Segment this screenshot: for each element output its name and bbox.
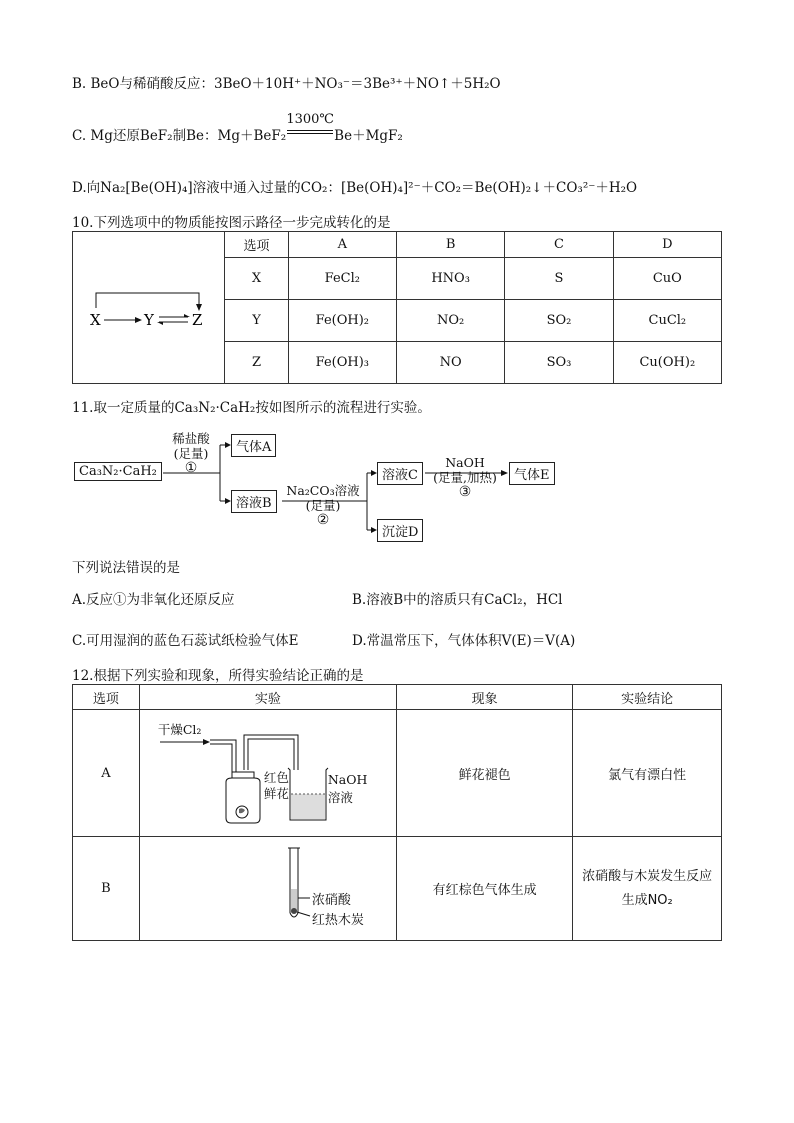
diagram-z: Z: [192, 310, 203, 329]
label-hot-charcoal: 红热木炭: [311, 913, 364, 928]
q10-header-c: C: [505, 232, 613, 258]
reagent-hcl: 稀盐酸: [172, 431, 210, 446]
flow-solution-b-box: 溶液B: [231, 490, 277, 513]
q10-table: [72, 231, 722, 384]
q10-cell: CuO: [613, 258, 721, 300]
q9-condition-text: 1300℃: [286, 112, 334, 127]
q12-row-b-apparatus: [139, 837, 396, 941]
flow-gas-e-box: 气体E: [509, 462, 555, 485]
q9-option-c-lhs: C. Mg还原BeF₂制Be：Mg＋BeF₂: [72, 128, 287, 144]
reagent-naoh-condition: (足量,加热): [433, 470, 497, 485]
q9-option-d: D.向Na₂[Be(OH)₄]溶液中通入过量的CO₂：[Be(OH)₄]²⁻＋CO₂＝Be(OH)₂↓＋CO₃²⁻＋H₂O: [72, 180, 638, 196]
label-naoh: NaOH: [327, 772, 368, 787]
q10-conversion-diagram: [73, 232, 225, 384]
q10-cell: SO₃: [505, 342, 613, 384]
q10-cell: Fe(OH)₂: [288, 300, 396, 342]
q12-row-b-option: B: [73, 837, 140, 941]
reagent-hcl-condition: (足量): [173, 446, 209, 461]
step-1-marker: ①: [184, 460, 198, 476]
q9-option-b: B. BeO与稀硝酸反应：3BeO＋10H⁺＋NO₃⁻＝3Be³⁺＋NO↑＋5H₂O: [72, 76, 501, 92]
label-dry-cl2: 干燥Cl₂: [157, 722, 202, 737]
diagram-y: Y: [144, 310, 154, 329]
q10-cell: NO: [396, 342, 504, 384]
q11-flowchart: [0, 425, 794, 550]
flow-precipitate-d-box: 沉淀D: [377, 519, 423, 542]
q10-row-label: Y: [225, 300, 288, 342]
q10-row-label: Z: [225, 342, 288, 384]
q11-option-c: C.可用湿润的蓝色石蕊试纸检验气体E: [72, 633, 299, 649]
label-flower: 鲜花: [263, 786, 289, 801]
q12-row-a-option: A: [73, 710, 140, 837]
q12-row-a-apparatus: [139, 710, 396, 837]
flow-solution-c-box: 溶液C: [377, 462, 423, 485]
q12-row-b-conclusion: 浓硝酸与木炭发生反应生成NO₂: [573, 837, 722, 941]
q10-header-a: A: [288, 232, 396, 258]
step-2-marker: ②: [316, 512, 330, 528]
q10-cell: SO₂: [505, 300, 613, 342]
xyz-cycle-diagram: [73, 233, 224, 383]
q10-cell: NO₂: [396, 300, 504, 342]
q10-cell: CuCl₂: [613, 300, 721, 342]
flow-reagent-2: [280, 483, 366, 528]
q12-header-option: 选项: [73, 685, 140, 710]
q12-header-conclusion: 实验结论: [573, 685, 722, 710]
q10-cell: Cu(OH)₂: [613, 342, 721, 384]
reagent-na2co3-condition: (足量): [305, 498, 341, 513]
reagent-na2co3: Na₂CO₃溶液: [286, 483, 360, 498]
q12-row-a-conclusion: 氯气有漂白性: [573, 710, 722, 837]
q9-option-c: [72, 112, 403, 144]
q11-ask: 下列说法错误的是: [72, 560, 180, 576]
flow-reagent-1: [166, 431, 216, 476]
flow-reagent-3: [422, 455, 508, 500]
q9-condition-arrow: [286, 112, 334, 140]
q11-stem: 11.取一定质量的Ca₃N₂·CaH₂按如图所示的流程进行实验。: [72, 400, 431, 416]
q12-table: [72, 684, 722, 941]
reagent-naoh: NaOH: [445, 455, 485, 470]
q12-header-experiment: 实验: [139, 685, 396, 710]
q12-row-a-phenomenon: 鲜花褪色: [396, 710, 572, 837]
q10-header-d: D: [613, 232, 721, 258]
label-red: 红色: [263, 770, 289, 785]
q11-option-b: B.溶液B中的溶质只有CaCl₂，HCl: [352, 592, 563, 608]
q10-cell: Fe(OH)₃: [288, 342, 396, 384]
q12-row-b-phenomenon: 有红棕色气体生成: [396, 837, 572, 941]
q10-header-option: 选项: [225, 232, 288, 258]
q12-stem: 12.根据下列实验和现象，所得实验结论正确的是: [72, 668, 364, 684]
step-3-marker: ③: [458, 484, 472, 500]
q10-cell: S: [505, 258, 613, 300]
q9-option-c-rhs: Be＋MgF₂: [334, 128, 403, 144]
q10-cell: HNO₃: [396, 258, 504, 300]
q10-header-b: B: [396, 232, 504, 258]
q10-stem: 10.下列选项中的物质能按图示路径一步完成转化的是: [72, 215, 391, 231]
q11-option-d: D.常温常压下，气体体积V(E)＝V(A): [352, 633, 576, 649]
diagram-x: X: [90, 310, 101, 329]
flow-start-box: Ca₃N₂·CaH₂: [74, 462, 162, 481]
q10-row-label: X: [225, 258, 288, 300]
q10-cell: FeCl₂: [288, 258, 396, 300]
q12-header-phenomenon: 现象: [396, 685, 572, 710]
label-conc-nitric-acid: 浓硝酸: [311, 893, 351, 908]
flow-gas-a-box: 气体A: [231, 434, 276, 457]
label-solution: 溶液: [327, 790, 353, 805]
q11-option-a: A.反应①为非氧化还原反应: [72, 592, 235, 608]
